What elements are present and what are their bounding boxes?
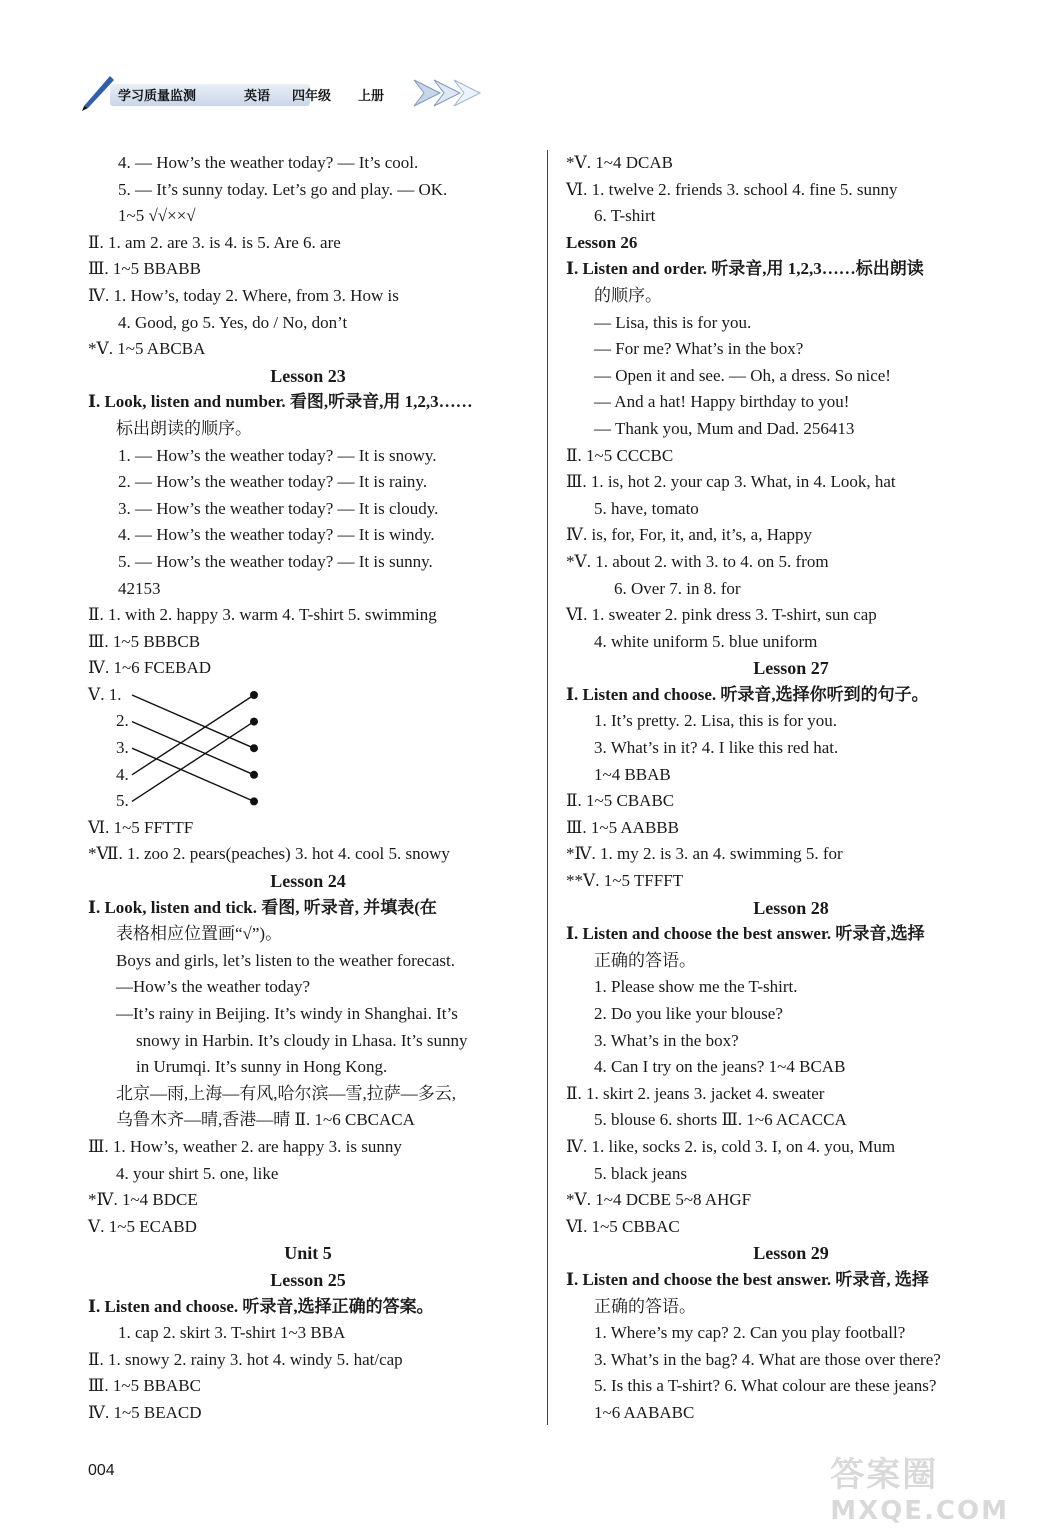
left-line: Ⅲ. 1. How’s, weather 2. are happy 3. is sunny: [88, 1136, 402, 1156]
volume-label: 上册: [358, 89, 385, 104]
right-column: [566, 150, 1016, 1427]
left-line: 标出朗读的顺序。: [116, 418, 252, 438]
left-line: Ⅰ. Listen and choose. 听录音,选择正确的答案。: [88, 1296, 434, 1316]
left-line: 2. — How’s the weather today? — It is rainy.: [118, 472, 428, 492]
left-line: 1. — How’s the weather today? — It is snowy.: [118, 445, 437, 465]
right-line: Lesson 27: [753, 658, 829, 679]
right-line: 6. Over 7. in 8. for: [614, 578, 741, 598]
left-line: —It’s rainy in Beijing. It’s windy in Shanghai. It’s: [116, 1004, 458, 1023]
right-line: Ⅳ. 1. like, socks 2. is, cold 3. I, on 4. you, Mum: [566, 1136, 896, 1156]
grade-label: 四年级: [292, 89, 332, 104]
column-divider: [547, 150, 548, 1425]
left-line: 5.: [116, 791, 129, 811]
right-line: Ⅵ. 1. sweater 2. pink dress 3. T-shirt, sun cap: [566, 605, 877, 625]
right-line: — Open it and see. — Oh, a dress. So nice!: [594, 365, 891, 385]
right-line: — Thank you, Mum and Dad. 256413: [594, 418, 855, 438]
right-line: 4. Can I try on the jeans? 1~4 BCAB: [594, 1057, 846, 1077]
left-line: 北京—雨,上海—有风,哈尔滨—雪,拉萨—多云,: [116, 1083, 456, 1103]
left-line: Ⅳ. 1~5 BEACD: [88, 1402, 202, 1422]
right-line: 5. black jeans: [594, 1163, 687, 1183]
left-line: Boys and girls, let’s listen to the weather forecast.: [116, 950, 455, 970]
right-line: 3. What’s in the box?: [594, 1030, 739, 1050]
left-line: 表格相应位置画“√”)。: [116, 924, 283, 944]
left-line: Ⅰ. Look, listen and number. 看图,听录音,用 1,2,3……: [88, 392, 473, 412]
left-line: *Ⅳ. 1~4 BDCE: [88, 1190, 198, 1210]
right-line: 的顺序。: [594, 285, 662, 305]
right-line: Ⅱ. 1. skirt 2. jeans 3. jacket 4. sweater: [566, 1083, 825, 1103]
right-line: 5. Is this a T-shirt? 6. What colour are these jeans?: [594, 1376, 937, 1396]
watermark-top: 答案圈: [830, 1455, 939, 1495]
left-line: 3. — How’s the weather today? — It is cloudy.: [118, 498, 439, 518]
left-line: snowy in Harbin. It’s cloudy in Lhasa. It’s sunny: [136, 1030, 468, 1050]
right-line: Ⅵ. 1~5 CBBAC: [566, 1216, 680, 1236]
left-line: 4. — How’s the weather today? — It is windy.: [118, 525, 435, 545]
left-line: 1~5 √√××√: [118, 206, 196, 226]
right-line: 3. What’s in it? 4. I like this red hat.: [594, 738, 839, 758]
watermark-bottom: MXQE.COM: [830, 1496, 1009, 1526]
right-line: **Ⅴ. 1~5 TFFFT: [566, 871, 684, 891]
left-line: 4.: [116, 764, 129, 784]
right-line: Ⅰ. Listen and choose the best answer. 听录音,选择: [566, 924, 925, 944]
right-line: Ⅵ. 1. twelve 2. friends 3. school 4. fine 5. sunny: [566, 179, 898, 199]
right-line: 2. Do you like your blouse?: [594, 1004, 783, 1023]
left-line: Ⅰ. Look, listen and tick. 看图, 听录音, 并填表(在: [88, 897, 437, 917]
left-line: Ⅲ. 1~5 BBBCB: [88, 631, 201, 651]
left-line: *Ⅶ. 1. zoo 2. pears(peaches) 3. hot 4. cool 5. snowy: [88, 844, 450, 864]
subject-label: 英语: [244, 89, 271, 104]
left-line: 2.: [116, 711, 129, 731]
left-line: *Ⅴ. 1~5 ABCBA: [88, 339, 206, 359]
left-line: Ⅱ. 1. snowy 2. rainy 3. hot 4. windy 5. hat/cap: [88, 1349, 403, 1369]
page-header: [80, 72, 500, 112]
match-dot: [250, 691, 258, 699]
double-chevron-icon: [410, 76, 490, 110]
left-line: Ⅱ. 1. am 2. are 3. is 4. is 5. Are 6. are: [88, 232, 341, 252]
left-line: Ⅱ. 1. with 2. happy 3. warm 4. T-shirt 5. swimming: [88, 605, 437, 625]
right-line: Lesson 26: [566, 232, 638, 252]
right-line: *Ⅴ. 1. about 2. with 3. to 4. on 5. from: [566, 551, 829, 571]
left-line: Unit 5: [284, 1243, 332, 1264]
right-line: Lesson 28: [753, 897, 829, 918]
watermark: [830, 1447, 1009, 1526]
right-line: Ⅲ. 1. is, hot 2. your cap 3. What, in 4. Look, hat: [566, 472, 896, 492]
right-line: 1~6 AABABC: [594, 1402, 695, 1422]
right-line: 1~4 BBAB: [594, 764, 671, 784]
left-line: Ⅳ. 1. How’s, today 2. Where, from 3. How is: [88, 285, 399, 305]
left-line: Lesson 23: [270, 365, 346, 386]
right-line: Ⅰ. Listen and order. 听录音,用 1,2,3……标出朗读: [566, 259, 924, 279]
right-line: 4. white uniform 5. blue uniform: [594, 631, 818, 651]
left-line: Ⅳ. 1~6 FCEBAD: [88, 658, 212, 678]
left-line: 5. — How’s the weather today? — It is sunny.: [118, 551, 433, 571]
left-line: Ⅲ. 1~5 BBABB: [88, 259, 201, 279]
right-line: Ⅱ. 1~5 CBABC: [566, 791, 675, 811]
left-line: Ⅴ. 1.: [88, 682, 528, 709]
right-line: 6. T-shirt: [594, 206, 656, 226]
left-line: 4. — How’s the weather today? — It’s cool.: [118, 153, 419, 172]
right-line: 1. It’s pretty. 2. Lisa, this is for you.: [594, 711, 838, 731]
left-line: Ⅴ. 1~5 ECABD: [88, 1216, 197, 1236]
left-column: [88, 150, 528, 1427]
left-line: 4. Good, go 5. Yes, do / No, don’t: [118, 312, 348, 332]
right-line: *Ⅳ. 1. my 2. is 3. an 4. swimming 5. for: [566, 844, 843, 864]
left-line: 4. your shirt 5. one, like: [116, 1163, 279, 1183]
right-line: 正确的答语。: [594, 950, 696, 970]
right-line: Ⅱ. 1~5 CCCBC: [566, 445, 674, 465]
left-line: in Urumqi. It’s sunny in Hong Kong.: [136, 1057, 388, 1077]
left-line: 5. — It’s sunny today. Let’s go and play. — OK.: [118, 179, 448, 199]
page-number: 004: [88, 1462, 115, 1479]
right-line: Ⅰ. Listen and choose. 听录音,选择你听到的句子。: [566, 684, 929, 704]
left-line: Ⅵ. 1~5 FFTTF: [88, 817, 194, 837]
left-line: Lesson 25: [270, 1269, 346, 1290]
right-line: Ⅲ. 1~5 AABBB: [566, 817, 679, 837]
right-line: 5. have, tomato: [594, 498, 699, 518]
right-line: — Lisa, this is for you.: [594, 312, 752, 332]
left-line: 42153: [118, 578, 161, 598]
right-line: Ⅰ. Listen and choose the best answer. 听录音, 选择: [566, 1269, 929, 1289]
right-line: — And a hat! Happy birthday to you!: [594, 392, 850, 412]
left-line: Ⅲ. 1~5 BBABC: [88, 1376, 201, 1396]
right-line: *Ⅴ. 1~4 DCBE 5~8 AHGF: [566, 1190, 752, 1210]
right-line: 1. Please show me the T-shirt.: [594, 977, 798, 997]
right-line: 1. Where’s my cap? 2. Can you play football?: [594, 1323, 906, 1343]
left-line: 乌鲁木齐—晴,香港—晴 Ⅱ. 1~6 CBCACA: [116, 1110, 415, 1130]
right-line: 5. blouse 6. shorts Ⅲ. 1~6 ACACCA: [594, 1110, 847, 1130]
right-line: Lesson 29: [753, 1243, 829, 1264]
right-line: *Ⅴ. 1~4 DCAB: [566, 153, 673, 172]
right-line: 3. What’s in the bag? 4. What are those over there?: [594, 1349, 941, 1369]
series-title: 学习质量监测: [118, 89, 197, 104]
right-line: Ⅳ. is, for, For, it, and, it’s, a, Happy: [566, 525, 813, 545]
left-line: 3.: [116, 738, 129, 758]
left-line: 1. cap 2. skirt 3. T-shirt 1~3 BBA: [118, 1323, 346, 1343]
left-line: Lesson 24: [270, 871, 346, 892]
left-line: —How’s the weather today?: [116, 977, 311, 997]
right-line: — For me? What’s in the box?: [594, 339, 804, 359]
right-line: 正确的答语。: [594, 1296, 696, 1316]
